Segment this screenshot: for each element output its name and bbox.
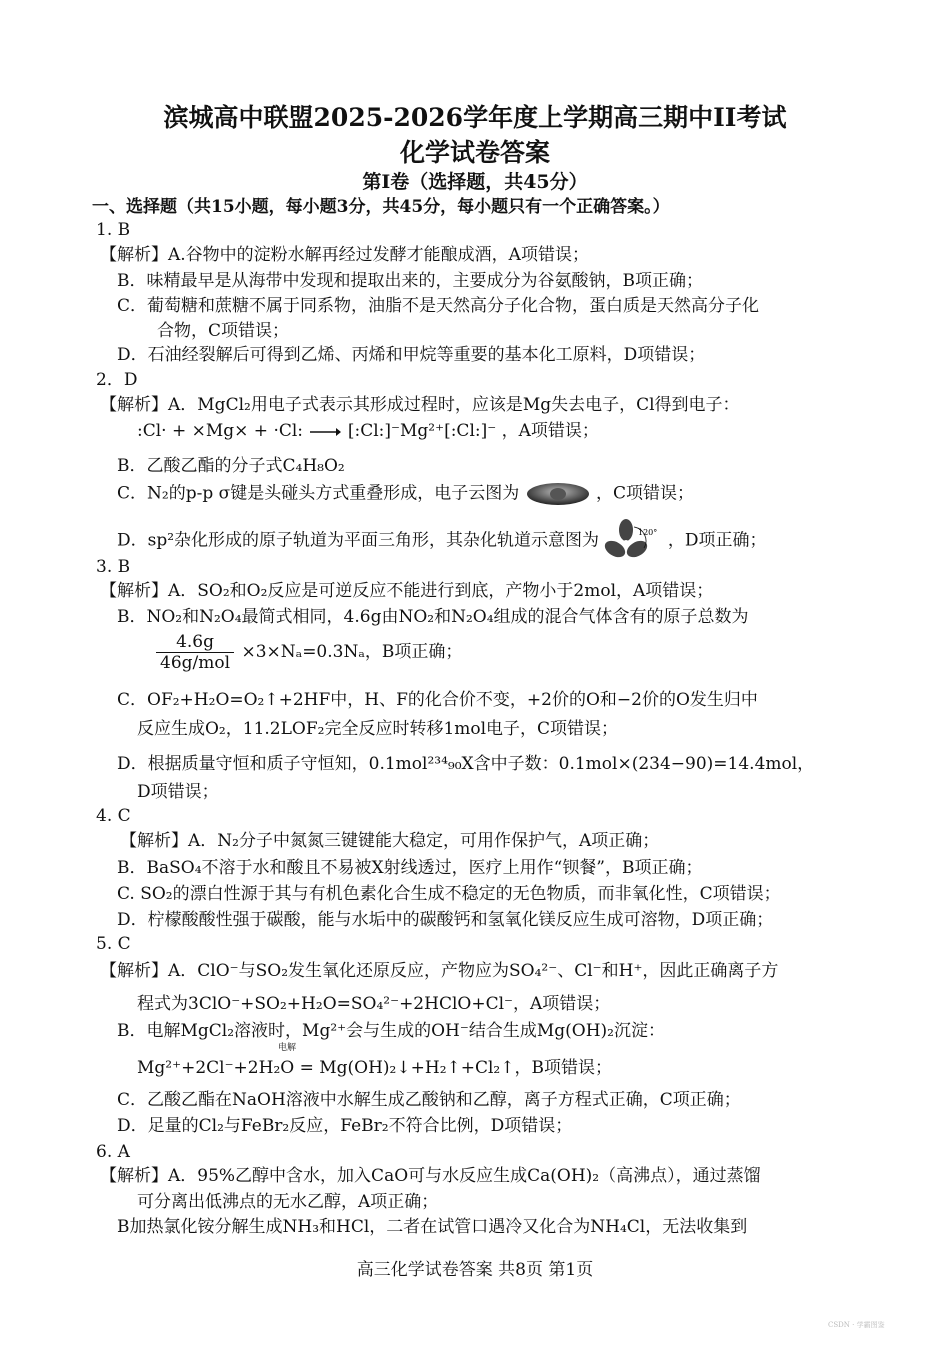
- q6-analysis-a: 【解析】A．95%乙醇中含水，加入CaO可与水反应生成Ca(OH)₂（高沸点），通过蒸馏: [100, 1166, 761, 1186]
- q3-option-b: B．NO₂和N₂O₄最简式相同，4.6g由NO₂和N₂O₄组成的混合气体含有的原子总数为: [117, 607, 749, 627]
- q6-option-b: B加热氯化铵分解生成NH₃和HCl，二者在试管口遇冷又化合为NH₄Cl，无法收集到: [117, 1217, 748, 1237]
- sigma-bond-cloud-icon: [525, 481, 591, 507]
- q2-a-tail: ，A项错误；: [501, 421, 599, 441]
- q2-option-c: [117, 481, 694, 507]
- formula-products: [:Cl:]⁻Mg²⁺[:Cl:]⁻: [347, 421, 497, 441]
- q5-answer: 5. C: [96, 934, 131, 954]
- q4-option-c: C. SO₂的漂白性源于其与有机色素化合生成不稳定的无色物质，而非氧化性，C项错误；: [117, 884, 781, 904]
- angle-label: 120°: [638, 528, 658, 537]
- q5-option-b-equation: Mg²⁺+2Cl⁻+2H₂O = Mg(OH)₂↓+H₂↑+Cl₂↑，B项错误；: [137, 1058, 612, 1078]
- q2-electron-formula: [137, 420, 599, 442]
- q3-fraction: [156, 632, 234, 673]
- q5-electrolysis-condition: 电解: [278, 1043, 297, 1053]
- q5-option-d: D．足量的Cl₂与FeBr₂反应，FeBr₂不符合比例，D项错误；: [117, 1116, 573, 1136]
- fraction-numerator: 4.6g: [156, 632, 234, 653]
- exam-title: 滨城高中联盟2025-2026学年度上学期高三期中II考试: [163, 103, 787, 132]
- q5-analysis-a: 【解析】A．ClO⁻与SO₂发生氧化还原反应，产物应为SO₄²⁻、Cl⁻和H⁺，因此正确离子方: [100, 961, 779, 981]
- watermark: CSDN · 学霸图鉴: [828, 1321, 885, 1329]
- sp2-orbital-icon: [604, 518, 662, 564]
- section-heading: 一、选择题（共15小题，每小题3分，共45分，每小题只有一个正确答案。）: [92, 197, 670, 217]
- q3-option-c-cont: 反应生成O₂，11.2LOF₂完全反应时转移1mol电子，C项错误；: [137, 719, 619, 739]
- q3-option-d-cont: D项错误；: [137, 782, 219, 802]
- q2-c-tail: ，C项错误；: [596, 483, 695, 504]
- q3-option-c: C．OF₂+H₂O=O₂↑+2HF中，H、F的化合价不变，+2价的O和−2价的O发生归中: [117, 690, 758, 710]
- q1-answer: 1. B: [96, 220, 131, 240]
- q4-option-b: B．BaSO₄不溶于水和酸且不易被X射线透过，医疗上用作“钡餐”，B项正确；: [117, 858, 703, 878]
- q2-option-d: [117, 518, 767, 564]
- part-heading: 第I卷（选择题，共45分）: [362, 171, 588, 193]
- q2-d-tail: ，D项正确；: [667, 530, 767, 551]
- exam-subtitle: 化学试卷答案: [399, 138, 550, 167]
- q3-b-rest: ×3×Nₐ=0.3Nₐ，B项正确；: [241, 642, 463, 662]
- q4-analysis-a: 【解析】A．N₂分子中氮氮三键键能大稳定，可用作保护气，A项正确；: [120, 831, 660, 851]
- q1-option-b: B．味精最早是从海带中发现和提取出来的，主要成分为谷氨酸钠，B项正确；: [117, 271, 703, 291]
- q6-answer: 6. A: [96, 1142, 130, 1162]
- q5-option-b: B．电解MgCl₂溶液时，Mg²⁺会与生成的OH⁻结合生成Mg(OH)₂沉淀：: [117, 1021, 665, 1041]
- q1-option-c: C．葡萄糖和蔗糖不属于同系物，油脂不是天然高分子化合物，蛋白质是天然高分子化: [117, 296, 760, 316]
- q4-answer: 4. C: [96, 806, 131, 826]
- q1-option-d: D．石油经裂解后可得到乙烯、丙烯和甲烷等重要的基本化工原料，D项错误；: [117, 345, 706, 365]
- q2-option-b: B．乙酸乙酯的分子式C₄H₈O₂: [117, 456, 345, 476]
- q2-analysis-a: 【解析】A．MgCl₂用电子式表示其形成过程时，应该是Mg失去电子，Cl得到电子：: [100, 395, 740, 415]
- q1-option-c-cont: 合物，C项错误；: [157, 321, 290, 341]
- fraction-denominator: 46g/mol: [160, 653, 231, 673]
- arrow-icon: [308, 425, 342, 439]
- q2-answer: 2．D: [96, 370, 138, 390]
- q3-answer: 3. B: [96, 557, 131, 577]
- q4-option-d: D．柠檬酸酸性强于碳酸，能与水垢中的碳酸钙和氢氧化镁反应生成可溶物，D项正确；: [117, 910, 774, 930]
- q1-analysis-a: 【解析】A.谷物中的淀粉水解再经过发酵才能酿成酒，A项错误；: [100, 245, 589, 265]
- formula-reactants: :Cl· + ×Mg× + ·Cl:: [137, 421, 304, 441]
- q6-option-a-cont: 可分离出低沸点的无水乙醇，A项正确；: [137, 1192, 439, 1212]
- q3-analysis-a: 【解析】A．SO₂和O₂反应是可逆反应不能进行到底，产物小于2mol，A项错误；: [100, 581, 714, 601]
- q2-option-d-text: D．sp²杂化形成的原子轨道为平面三角形，其杂化轨道示意图为: [117, 530, 600, 551]
- q5-option-a-cont: 程式为3ClO⁻+SO₂+H₂O=SO₄²⁻+2HClO+Cl⁻，A项错误；: [137, 994, 611, 1014]
- q3-option-b-calc: [156, 632, 462, 673]
- q5-option-c: C．乙酸乙酯在NaOH溶液中水解生成乙酸钠和乙醇，离子方程式正确，C项正确；: [117, 1090, 741, 1110]
- page-footer: 高三化学试卷答案 共8页 第1页: [356, 1260, 594, 1280]
- q3-option-d: D．根据质量守恒和质子守恒知，0.1mol²³⁴₉₀X含中子数：0.1mol×(234−90)=14.4mol，: [117, 754, 815, 774]
- q2-option-c-text: C．N₂的p-p σ键是头碰头方式重叠形成，电子云图为: [117, 483, 520, 504]
